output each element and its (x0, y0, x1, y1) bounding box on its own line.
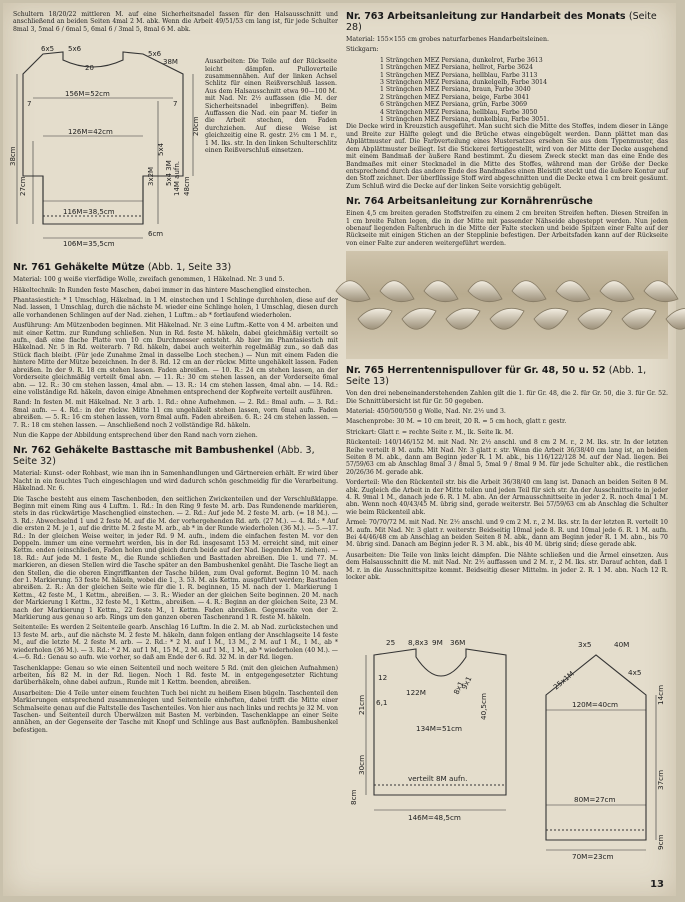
s761-kappe: Nun die Kappe der Abbildung entsprechend über den Rand nach vorn ziehen. (13, 431, 258, 439)
dim2-4x5: 4x5 (628, 668, 642, 677)
braided-ruffle-image (346, 251, 668, 359)
ruffle-fold (622, 308, 656, 329)
s765-intro: Von den drei nebeneinanderstehenden Zahlen gilt die 1. für Gr. 48, die 2. für Gr. 50, die 3. für Gr. 52. Die Schnittübersicht ist für Gr. 50 gegeben. (346, 390, 668, 405)
list-item: 1 Strängchen MEZ Persiana, braun, Farbe 3040 (380, 86, 531, 94)
ruffle-photo (346, 251, 668, 359)
dim2-8x1: 8x1 (451, 679, 466, 696)
s765-strickart: Strickart: Glatt r. = rechte Seite r. M., lk. Seite lk. M. (346, 428, 514, 436)
magazine-page (3, 3, 676, 896)
s761-phantasiestich: Phantasiestich: * 1 Umschlag, Häkelnad. in 1 M. einstechen und 1 Schlinge durchholen, diese auf der Nad. lassen, 1 Umschlag, durch die nächste M. wieder eine Schlinge holen, 1 Umschlag, diesen durch alle vorhandenen Schlingen auf der Nad. ziehen, 1 Luftm.: ab * fortlaufend wiederholen. (13, 297, 338, 319)
list-item: 6 Strängchen MEZ Persiana, grün, Farbe 3069 (380, 101, 528, 109)
ruffle-fold (490, 308, 524, 329)
dim2-3x5: 3x5 (578, 640, 592, 649)
dim-38m: 38M (163, 58, 178, 67)
dim-106m: 106M=35,5cm (63, 240, 115, 249)
intro-text: Schultern 18/20/22 mittleren M. auf eine Sicherheitsnadel fassen für den Halsausschnitt und anschließend an beiden Seiten 4mal 2 M. abk. Wenn die Arbeit 49/51/53 cm lang ist, für jede Schulter 8mal 3, 5mal 6 / 6mal 5, 6mal 6 / 3mal 5, 8mal 6 M. abk. (13, 11, 338, 33)
s765-ausarbeiten: Ausarbeiten: Die Teile von links leicht dämpfen. Die Nähte schließen und die Ärmel einsetzen. Aus dem Halsausschnitt die M. mit Nad. Nr. 2½ auffassen und 2 M. r., 2 M. lks. str. Darauf achten, daß 1 M. r. in die Ausschnittspitze kommt. Beidseitig dieser Mittelm. in jeder 2. R. 1 M. abn. Nach 12 R. locker abk. (346, 551, 668, 582)
s765-rueckenteil: Rückenteil: 140/146/152 M. mit Nad. Nr. 2½ anschl. und 8 cm 2 M. r., 2 M. lks. str. In der letzten Reihe verteilt 8 M. aufn. Mit Nad. Nr. 3 glatt r. str. Wenn die Arbeit 36/38/40 cm lang ist, an beiden Seiten 8 M. abk., dann am Beginn jeder R. 1 M. abk., bis 116/122/128 M. auf der Nad. liegen. Bei 57/59/63 cm ab Anschlag 8mal 3 / 8mal 5, 5mal 9 / 8mal 9 M. für jede Schulter abk., die restlichen 20/26/36 M. gerade abk. (346, 439, 668, 476)
dim-156m: 156M=52cm (65, 90, 110, 99)
list-item: 1 Strängchen MEZ Persiana, dunkelblau, Farbe 3051. (380, 116, 550, 124)
s763-text: Die Decke wird in Kreuzstich ausgeführt. Man sucht sich die Mitte des Stoffes, indem dieser in Länge und Breite zur Hälfte gelegt und die Brüche etwas eingebügelt werden. Dann plättet man das Abplättmuster auf. Die Farbverteilung eines Mustersatzes ersehen Sie aus dem Typenmuster, das dem Abplättmuster beiliegt. Ist die Stickerei fertiggestellt, wird von der Mitte der Decke ausgehend mit einem Bandmaß der äußere Rand bestimmt. Zu diesem Zweck steckt man das eine Ende des Bandmaßes mit einer Stecknadel in die Mitte des Stoffes, während man der Größe der Decke entsprechend durch das andere Ende des Bandmaßes einen Bleistift steckt und die äußere Kontur auf den Stoff zeichnet. Der überflüssige Stoff wird abgeschnitten und die Decke etwa 1 cm breit gesäumt. Zum Schluß wird die Decke auf der linken Seite vorsichtig gebügelt. (346, 123, 668, 190)
section-763-heading: Nr. 763 Arbeitsanleitung zur Handarbeit des Monats (Seite 28) (346, 11, 657, 33)
left-column (9, 11, 338, 737)
section-761-heading: Nr. 761 Gehäkelte Mütze (Abb. 1, Seite 33) (13, 262, 232, 274)
s761-ausfuehrung: Ausführung: Am Mützenboden beginnen. Mit Häkelnad. Nr. 3 eine Luftm.-Kette von 4 M. arbeiten und mit einer Kettm. zur Rundung schließen. Nun in Rd. feste M. häkeln, dabei gleichmäßig verteilt so aufn., daß eine flache Platte von 10 cm Durchmesser entsteht. Ab hier im Phantasiestich mit Häkelnad. Nr. 5 in Rd. weiterarb. 7 Rd. häkeln, dabei auch weiterhin regelmäßig zun., so daß das Stück flach bleibt. (Für jede Zunahme 2mal in dasselbe Loch stechen.) — Nun mit einem Faden die hintere Mitte der Mütze bezeichnen. In der 8. Rd. 12 cm an der rückw. Mitte ungehäkelt lassen. Faden abreißen. In der 9. R. 18 cm stehen lassen. Faden abreißen. — 10. R.: 24 cm stehen lassen, an der Vorderseite gleichmäßig verteilt 6mal abn. — 11. R.: 30 cm stehen lassen, an der Vorderseite 6mal abn. — 12. R.: 30 cm stehen lassen, 4mal abn. — 13. R.: 14 cm stehen lassen, 4mal abn. — 14. Rd.: eine vollständige Rd. häkeln, davon einige Abnehmen entsprechend der Kopfweite verteilt ausführen. (13, 322, 338, 396)
dim-5x4: 5x4 (157, 143, 165, 157)
ruffle-fold (556, 281, 590, 302)
ruffle-fold (512, 281, 546, 302)
s765-material: Material: 450/500/550 g Wolle, Nad. Nr. 2½ und 3. (346, 407, 506, 415)
dim-48cm: 48cm (183, 176, 191, 197)
dim2-70m: 70M=23cm (572, 852, 614, 861)
dim-3x2m: 3x2M (147, 167, 155, 187)
dim2-8cm: 8cm (349, 789, 358, 805)
dim2-14cm: 14cm (656, 684, 665, 705)
dim2-122m: 122M (406, 688, 426, 697)
dim-20cm: 20cm (192, 116, 200, 137)
ruffle-fold (424, 281, 458, 302)
s761-technik: Häkeltechnik: In Runden feste Maschen, dabei immer in das hintere Maschenglied einstechen. (13, 286, 312, 294)
dim-20: 20 (85, 64, 94, 73)
dim2-146m: 146M=48,5cm (408, 813, 461, 822)
dim2-134m: 134M=51cm (416, 724, 463, 733)
s762-seitenteile: Seitenteile: Es werden 2 Seitenteile gearb. Anschlag 16 Luftm. In die 2. M. ab Nad. zurückstechen und 13 feste M. arb., auf die nächste M. 2 feste M. häkeln, dann folgen entlang der Anschlagseite 14 feste M., auf die letzte M. 2 feste M. arb. — 2. Rd.: * 2 M. auf 1 M., 13 M., 2 M. auf 1 M., 1 M., ab * wiederholen (36 M.). — 3. Rd.: * 2 M. auf 1 M., 15 M., 2 M. auf 1 M., 1 M., ab * wiederholen (40 M.). — 4.—6. Rd.: Genau so aufn. wie vorher, so daß am Ende der 6. Rd. 32 M. in der Rd. liegen. (13, 624, 338, 662)
s763-stickgarn: Stickgarn: (346, 46, 379, 54)
dim2-6-1: 6,1 (376, 698, 388, 707)
dim2-9cm: 9cm (656, 834, 665, 850)
sweater-pattern-figure (9, 36, 338, 256)
list-item: 1 Strängchen MEZ Persiana, dunkelrot, Farbe 3613 (380, 56, 543, 64)
dim-14m-aufn: 14M aufn. (173, 161, 181, 197)
list-item: 2 Strängchen MEZ Persiana, beige, Farbe 3041 (380, 93, 530, 101)
dim-6x5: 6x5 (41, 45, 55, 54)
section-765-heading: Nr. 765 Herrentennispullover für Gr. 48, 50 u. 52 (Abb. 1, Seite 13) (346, 365, 647, 388)
ruffle-fold (600, 281, 634, 302)
dim2-120m: 120M=40cm (572, 700, 619, 709)
ruffle-fold (358, 308, 392, 329)
dim2-21cm: 21cm (357, 694, 366, 715)
s764-text: Einen 4,5 cm breiten geraden Stoffstreifen zu einem 2 cm breiten Streifen heften. Diesen Streifen in 1 cm breite Falten legen, die in der Mitte mit passender Nähseide abgesteppt werden. Nun jeden obenauf liegenden Faltenbruch in die Mitte der Falte stecken und beide Spitzen einer Falte auf der Rückseite mit einigen Stichen an der Stepplinie befestigen. Der Arbeitsfaden kann auf der Rückseite von einer Falte zur anderen weitergeführt werden. (346, 210, 668, 247)
dim2-9x1: 9x1 (459, 674, 474, 691)
dim2-25x1m: 25x1M (551, 669, 576, 692)
dim2-37cm: 37cm (656, 769, 665, 790)
s761-rand: Rand: In festen M. mit Häkelnad. Nr. 3 arb. 1. Rd.: ohne Aufnehmen. — 2. Rd.: 8mal aufn. — 3. Rd.: 8mal aufn. — 4. Rd.: in der rückw. Mitte 11 cm ungehäkelt stehen lassen, vorn 6mal aufn. Faden abreißen. — 5. R.: 16 cm stehen lassen, vorn 8mal aufn. Faden abreißen. 6. R.: 24 cm stehen lassen. — 7. R.: 18 cm stehen lassen. — Anschließend noch 2 vollständige Rd. häkeln. (13, 399, 338, 429)
ruffle-fold (380, 281, 414, 302)
dim2-80m: 80M=27cm (574, 795, 616, 804)
dim2-40m: 40M (614, 640, 630, 649)
dim-5x6: 5x6 (68, 45, 82, 54)
ruffle-fold (644, 281, 678, 302)
s762-material: Material: Kunst- oder Rohbast, wie man ihn in Samenhandlungen und Gärtnereien erhält. Er wird über Nacht in ein feuchtes Tuch eingeschlagen und wird dadurch schön geschmeidig für die Verarbeitung. Häkelnad. Nr. 6. (13, 470, 338, 493)
ruffle-fold (402, 308, 436, 329)
ausarbeiten-text: Ausarbeiten: Die Teile auf der Rückseite leicht dämpfen. Pulloverteile zusammennähen. Auf der linken Achsel Schlitz für einen Reißverschluß lassen. Aus dem Halsausschnitt etwa 90—100 M. mit Nad. Nr. 2½ auffassen (die M. der Sicherheitsnadel inbegriffen). Beim Auffassen die Nad. ein paar M. tiefer in die Arbeit stechen, den Faden durchziehen. Auf diese Weise ist gleichzeitig eine R. gestr. 2½ cm 1 M. r., 1 M. lks. str. In den linken Schulterschlitz einen Reißverschluß einsetzen. (205, 58, 337, 155)
dim-27cm: 27cm (19, 176, 27, 197)
s762-klappe: Taschenklappe: Genau so wie einen Seitenteil und noch weitere 5 Rd. (mit den gleichen Aufnahmen) arbeiten, bis 82 M. in der Rd. liegen. Noch 1 Rd. feste M. in entgegengesetzter Richtung darüberhäkeln, ohne dabei aufzun., Runde mit 1 Kettm. beenden, abreißen. (13, 664, 338, 687)
dim2-9m: 9M (432, 638, 443, 647)
dim2-25: 25 (386, 638, 396, 647)
list-item: 4 Strängchen MEZ Persiana, hellblau, Farbe 3050 (380, 108, 538, 116)
yarn-list (346, 57, 668, 124)
dim-38cm: 38cm (9, 146, 17, 167)
section-764-heading: Nr. 764 Arbeitsanleitung zur Kornährenrüsche (346, 196, 593, 208)
section-762-heading: Nr. 762 Gehäkelte Basttasche mit Bambushenkel (Abb. 3, Seite 32) (13, 445, 315, 468)
list-item: 1 Strängchen MEZ Persiana, hellblau, Farbe 3113 (380, 71, 538, 79)
s762-body: Die Tasche besteht aus einem Taschenboden, den seitlichen Zwickenteilen und der Verschlußklappe. Beginn mit einem Ring aus 4 Luftm. 1. Rd.: In den Ring 9 feste M. arb. Das Rundenende markieren, stets in das rückwärtige Maschenglied einstechen. — 2. Rd.: Auf jede M. 2 feste M. arb. (= 18 M.). — 3. Rd.: Abwechselnd 1 und 2 feste M. auf die M. der vorhergehenden Rd. arb. (27 M.). — 4. Rd.: * Auf die ersten 2 M. je 1, auf die dritte M. 2 feste M. arb., ab * in der Runde wiederholen (36 M.). — 5.—17. Rd.: In der gleichen Weise weiter, in jeder Rd. 9 M. aufn., indem die einfachen festen M. vor den Doppeln. immer um eine vermehrt werden, bis in der Rd. insgesamt 153 M. erreicht sind, mit einer Kettm. enden (einschließen, Faden holen und gleich durch beide auf der Nad. liegenden M. ziehen). — 18. Rd.: Auf jede M. 1 feste M., die Runde schließen und Basttaden abreißen. Die 1. und 77. M. markieren, an diesen Stellen wird die Tasche später an den Bambushenkel genäht. Die Tasche liegt an den Stellen, die die oberen Eingriffkanten der Tasche bilden, zum Oval geformt. Beginn 10 M. nach der 1. Markierung. 53 feste M. häkeln, wobei die 1., 3. 53. M. als Kettm. ausgeführt werden; Basttaden abreißen. 2. R.: An der gleichen Seite wie für die 1. R. beginnen, 15 M. nach der 1. Markierung 1 Kettm., 42 feste M., 1 Kettm., abreißen. — 3. R.: Wieder an der gleichen Seite beginnen. 20 M. nach der Markierung 1 Kettm., 32 feste M., 1 Kettm., abreißen. — 4. R.: Beginn an der gleichen Seite, 23 M. nach der Markierung 1 Kettm., 22 feste M., 1 Kettm. Faden abreißen. Gegenseite von der 2. Markierung aus genau so arb. Rings um den ganzen oberen Taschenrand 1 R. feste M. häkeln. (13, 495, 338, 622)
dim-126m: 126M=42cm (68, 128, 113, 137)
s765-aermel: Ärmel: 70/70/72 M. mit Nad. Nr. 2½ anschl. und 9 cm 2 M. r., 2 M. lks. str. In der letzten R. verteilt 10 M. aufn. Mit Nad. Nr. 3 glatt r. weiterstr. Beidseitig 10mal jede 8. R. und 10mal jede 6. R. 1 M. aufn. Bei 44/46/48 cm ab Anschlag an beiden Seiten 8 M. abk., dann am Beginn jeder R. 1 M. abn., bis 70 M. übrig sind. Danach am Beginn jeder R. 3 M. abk., bis 40 M. übrig sind; diese gerade abk. (346, 519, 668, 549)
dim-7-right: 7 (173, 100, 178, 109)
s761-material: Material: 100 g weiße vierfädige Wolle, zweifach genommen, 1 Häkelnad. Nr. 3 und 5. (13, 276, 285, 284)
tennis-pullover-schematic (346, 635, 668, 865)
ruffle-fold (468, 281, 502, 302)
list-item: 1 Strängchen MEZ Persiana, hellrot, Farbe 3624 (380, 64, 533, 72)
sweater-schematic (9, 45, 203, 256)
ruffle-fold (446, 308, 480, 329)
s765-vorderteil: Vorderteil: Wie den Rückenteil str. bis die Arbeit 36/38/40 cm lang ist. Danach an beiden Seiten 8 M. abk. Zugleich die Arbeit in der Mitte teilen und jeden Teil für sich str. An der Ausschnittseite in jeder 4. R. 9mal 1 M., danach jede 6. R. 1 M. abn. An der Armausschnittseite in jeder 2. R. noch 4mal 1 M. abn. Wenn noch 40/43/45 M. übrig sind, gerade weiterstr. Bei 57/59/63 cm ab Anschlag die Schulter wie beim Rückenteil abk. (346, 479, 668, 516)
page-number: 13 (650, 879, 664, 890)
dim2-verteilt: verteilt 8M aufn. (408, 774, 468, 783)
dim2-12: 12 (378, 673, 388, 682)
dim2-36m: 36M (450, 638, 466, 647)
dim2-30cm: 30cm (357, 754, 366, 775)
dim2-40-5cm: 40,5cm (479, 693, 488, 720)
dim-116m: 116M=38,5cm (63, 208, 115, 217)
s765-maschenprobe: Maschenprobe: 30 M. = 10 cm breit, 20 R. = 5 cm hoch, glatt r. gestr. (346, 418, 567, 426)
ruffle-fold (336, 281, 370, 302)
dim-6cm: 6cm (148, 230, 164, 239)
s762-ausarbeiten: Ausarbeiten: Die 4 Teile unter einem feuchten Tuch bei nicht zu heißem Eisen bügeln. Taschenteil den Markierungen entsprechend zusammenlegen und Seitenteile einheften, dabei trifft die Mitte einer Schmalseite genau auf die Faltstelle des Taschenteiles. Von hier aus nach links und rechts je 32 M. von Taschen- und Seitenteil durch Überwälzen mit Basten M. verbinden. Taschenklappe an einer Seite annähen, an der Gegenseite der Tasche mit Knopf und Schlinge aus Bast aufknöpfen. Bambushenkel befestigen. (13, 689, 338, 734)
dim-7-left: 7 (27, 100, 32, 109)
right-column (346, 11, 668, 585)
ruffle-fold (666, 308, 685, 329)
ruffle-fold (534, 308, 568, 329)
list-item: 3 Strängchen MEZ Persiana, dunkelgelb, Farbe 3014 (380, 79, 548, 87)
s763-material: Material: 155×155 cm grobes naturfarbenes Handarbeitsleinen. (346, 36, 549, 43)
ruffle-fold (578, 308, 612, 329)
dim-5x6-right: 5x6 (148, 50, 162, 59)
dim-5x4-3m: 5x4 3M (165, 160, 173, 187)
dim2-8x3: 8,8x3 (408, 638, 429, 647)
